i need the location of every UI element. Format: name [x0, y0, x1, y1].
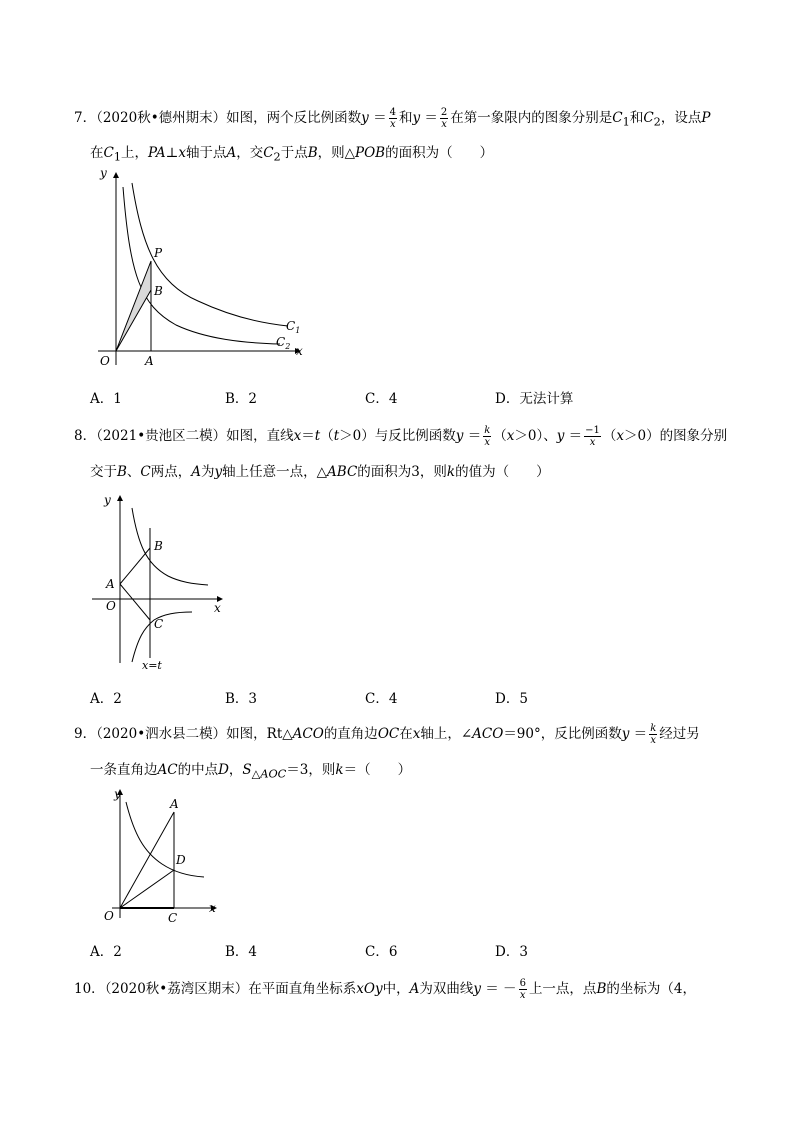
curve-c1-label: $C_1$	[286, 319, 301, 335]
q9-option-d[interactable]: D．3	[495, 944, 528, 960]
q8-source: （2021•贵池区二模）	[96, 428, 227, 444]
origin-label: O	[100, 354, 110, 368]
q7-option-a[interactable]: A．1	[90, 391, 122, 407]
svg-text:y: y	[104, 493, 111, 507]
svg-text:O: O	[104, 909, 114, 923]
q9-figure	[96, 784, 226, 924]
q10-line1: 10．（2020秋•荔湾区期末）在平面直角坐标系xOy中，A为双曲线y ＝ － $\frac{6}{x}$ 上一点，点B的坐标为（4，	[74, 978, 696, 1001]
svg-text:C: C	[168, 911, 178, 924]
svg-text:x: x	[214, 601, 221, 615]
x-axis-label: x	[296, 344, 303, 358]
q7-number: 7．	[74, 110, 97, 126]
svg-text:D: D	[176, 853, 186, 867]
y-axis-label: y	[100, 166, 107, 180]
fraction: $\frac{k}{x}$	[650, 723, 657, 746]
point-b-label: B	[154, 284, 163, 298]
svg-text:x: x	[209, 901, 216, 915]
q10-source: （2020秋•荔湾区期末）	[104, 981, 249, 997]
point-p-label: P	[154, 246, 163, 260]
q9-option-a[interactable]: A．2	[90, 944, 122, 960]
svg-text:B: B	[154, 539, 163, 553]
q8-option-b[interactable]: B．3	[225, 691, 258, 707]
q7-option-c[interactable]: C．4	[365, 391, 398, 407]
fraction: $\frac{-1}{x}$	[585, 425, 600, 448]
q7-option-b[interactable]: B．2	[225, 391, 258, 407]
q7-line1: 7．（2020秋•德州期末）如图，两个反比例函数y ＝ $\frac{4}{x}$ 和y ＝ $\frac{2}{x}$ 在第一象限内的图象分别是$C_1$和$C_2$，设点P	[74, 107, 711, 130]
curve-c2-label: $C_2$	[276, 335, 291, 351]
q7-source: （2020秋•德州期末）	[96, 110, 227, 126]
svg-text:C: C	[154, 617, 164, 631]
q7-line2: 在$C_1$上，PA⊥x轴于点A，交$C_2$于点B，则△POB的面积为（ ）	[90, 145, 494, 164]
q8-option-c[interactable]: C．4	[365, 691, 398, 707]
q9-option-c[interactable]: C．6	[365, 944, 398, 960]
q8-option-d[interactable]: D．5	[495, 691, 528, 707]
svg-text:x=t: x=t	[142, 659, 162, 672]
q9-line1: 9．（2020•泗水县二模）如图，Rt△ACO的直角边OC在x轴上，∠ACO＝90°，反比例函数y ＝ $\frac{k}{x}$ 经过另	[74, 723, 700, 746]
q9-line2: 一条直角边AC的中点D，$S_{\triangle AOC}=3$，则k＝（ ）	[90, 762, 412, 781]
q9-source: （2020•泗水县二模）	[96, 726, 227, 742]
fraction: $\frac{k}{x}$	[484, 425, 491, 448]
q8-figure	[88, 488, 238, 673]
svg-text:A: A	[170, 797, 179, 811]
svg-text:A: A	[106, 577, 115, 591]
q8-line1: 8．（2021•贵池区二模）如图，直线x＝t（t＞0）与反比例函数y ＝ $\frac{k}{x}$ （x＞0）、y ＝ $\frac{-1}{x}$ （x＞0）的图象分别	[74, 425, 728, 448]
q8-option-a[interactable]: A．2	[90, 691, 122, 707]
q7-option-d[interactable]: D．无法计算	[495, 391, 574, 407]
point-a-label: A	[145, 354, 154, 368]
q7-figure	[88, 165, 318, 375]
fraction: $\frac{4}{x}$	[389, 107, 396, 130]
fraction: $\frac{6}{x}$	[519, 978, 526, 1001]
q8-line2: 交于B、C两点，A为y轴上任意一点，△ABC的面积为3，则k的值为（ ）	[90, 464, 550, 480]
svg-text:O: O	[106, 599, 116, 613]
svg-text:y: y	[114, 787, 121, 801]
q9-option-b[interactable]: B．4	[225, 944, 258, 960]
fraction: $\frac{2}{x}$	[440, 107, 448, 130]
